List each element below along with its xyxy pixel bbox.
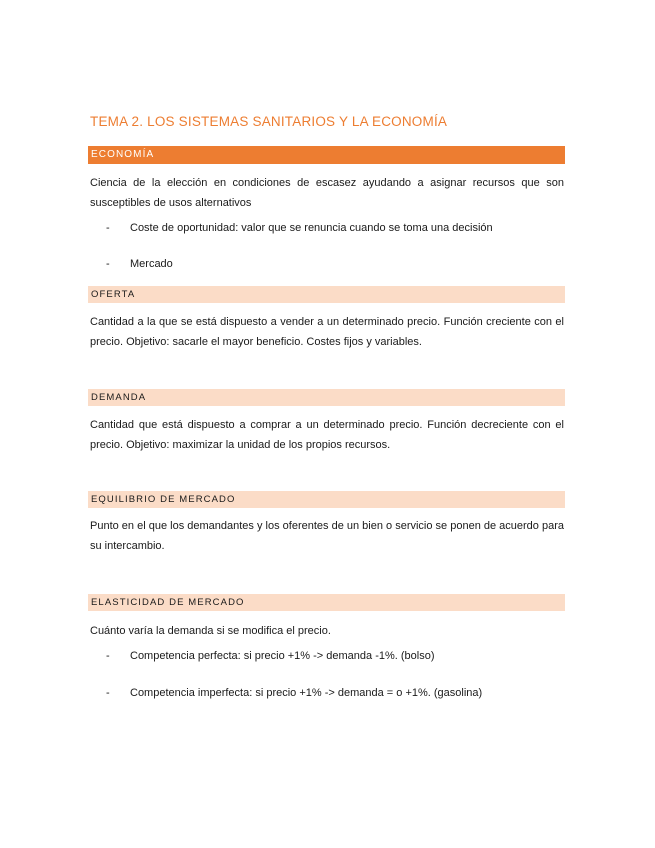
bullet-marker: - xyxy=(106,222,110,234)
bullet-marker: - xyxy=(106,650,110,662)
list-item-text: Mercado xyxy=(130,258,173,270)
paragraph-demanda: Cantidad que está dispuesto a comprar a un determinado precio. Función decreciente con el precio. Objetivo: maximizar la unidad de los propios recursos. xyxy=(90,419,564,451)
list-item xyxy=(106,222,493,234)
paragraph-equilibrio: Punto en el que los demandantes y los oferentes de un bien o servicio se ponen de acuerdo para su intercambio. xyxy=(90,520,564,552)
list-item xyxy=(106,687,482,699)
list-item xyxy=(106,650,435,662)
list-item-text: Competencia perfecta: si precio +1% -> demanda -1%. (bolso) xyxy=(130,650,435,662)
section-heading-demanda: DEMANDA xyxy=(88,389,565,406)
page-title: TEMA 2. LOS SISTEMAS SANITARIOS Y LA ECONOMÍA xyxy=(90,114,448,129)
paragraph-elasticidad: Cuánto varía la demanda si se modifica el precio. xyxy=(90,625,331,637)
section-heading-equilibrio: EQUILIBRIO DE MERCADO xyxy=(88,491,565,508)
section-heading-economia: ECONOMÍA xyxy=(88,146,565,164)
section-heading-elasticidad: ELASTICIDAD DE MERCADO xyxy=(88,594,565,611)
paragraph-oferta: Cantidad a la que se está dispuesto a vender a un determinado precio. Función creciente con el precio. Objetivo: sacarle el mayor beneficio. Costes fijos y variables. xyxy=(90,316,564,348)
paragraph-economia: Ciencia de la elección en condiciones de escasez ayudando a asignar recursos que son susceptibles de usos alternativos xyxy=(90,177,564,209)
list-item xyxy=(106,258,173,270)
list-item-text: Coste de oportunidad: valor que se renuncia cuando se toma una decisión xyxy=(130,222,493,234)
list-item-text: Competencia imperfecta: si precio +1% -> demanda = o +1%. (gasolina) xyxy=(130,687,483,699)
bullet-marker: - xyxy=(106,687,110,699)
section-heading-oferta: OFERTA xyxy=(88,286,565,303)
bullet-marker: - xyxy=(106,258,110,270)
